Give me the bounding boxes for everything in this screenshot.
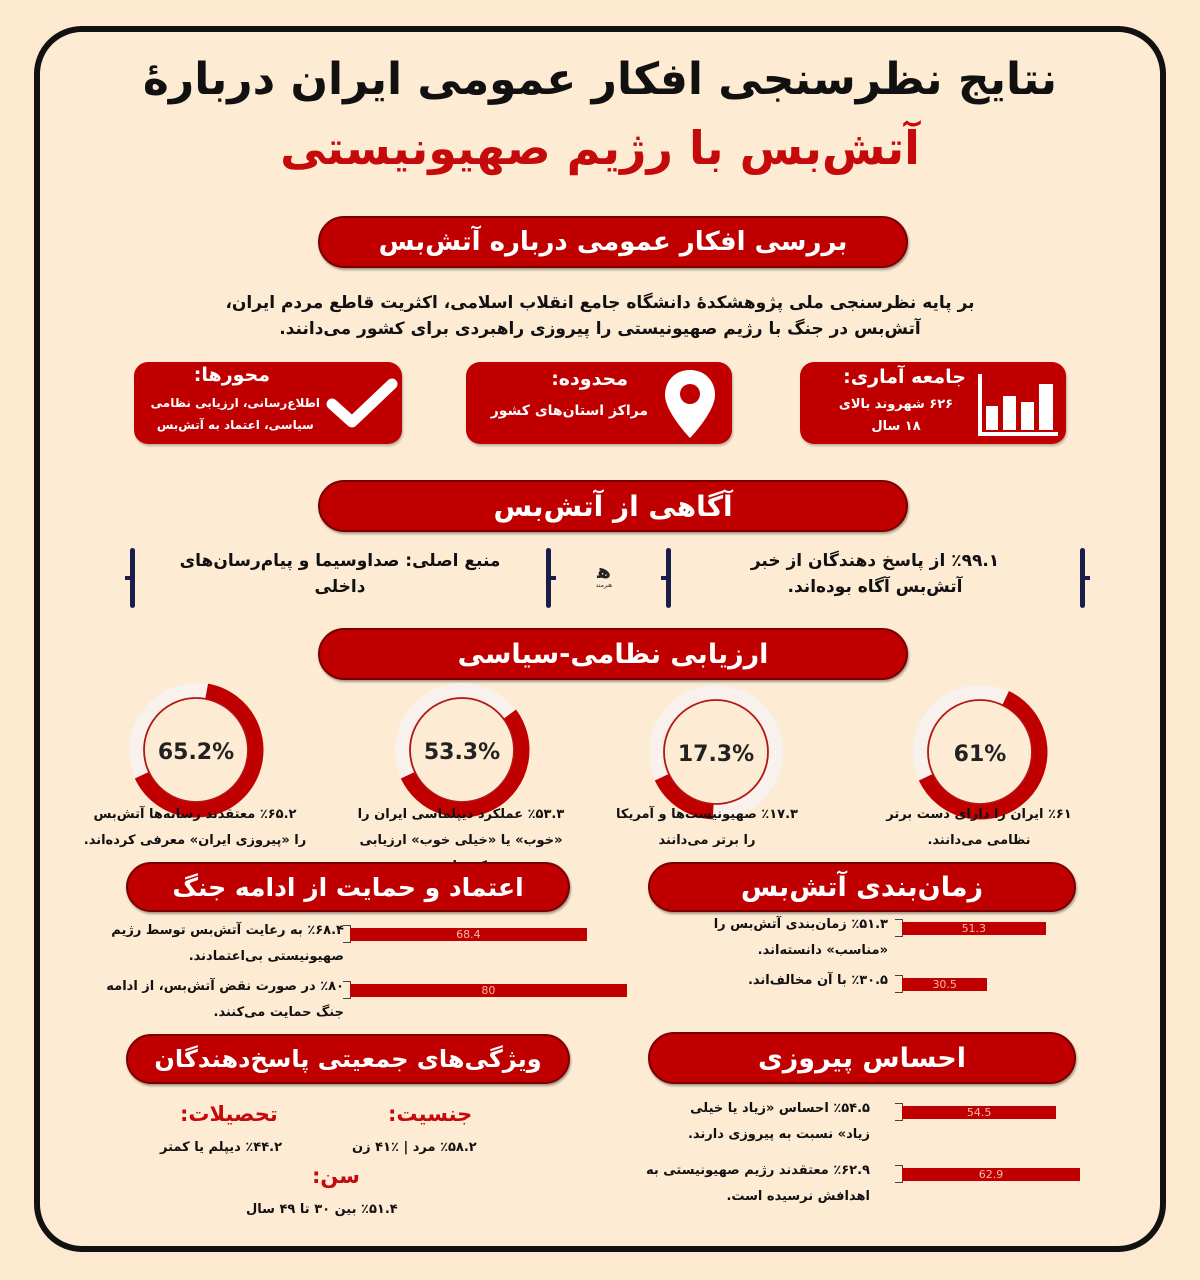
awareness-source-line-1: منبع اصلی: صداوسیما و پیام‌رسان‌های	[179, 551, 501, 571]
section-heading-awareness	[318, 480, 908, 532]
donut-caption	[80, 802, 310, 854]
bar-value-label: 30.5	[932, 978, 957, 991]
awareness-stat	[680, 548, 1070, 600]
section-heading-assessment-text: ارزیابی نظامی-سیاسی	[457, 638, 769, 670]
bar-label-line-2: صهیونیستی بی‌اعتمادند.	[188, 949, 344, 964]
bar-chart-icon	[976, 372, 1060, 440]
bar-label-line-2: «مناسب» دانسته‌اند.	[757, 943, 888, 958]
card-scope	[466, 362, 732, 444]
victory-bar-label	[610, 1158, 870, 1210]
donut-value-label: 53.3%	[423, 740, 501, 765]
gender-value: ٪۵۸.۲ مرد | ٪۴۱ زن	[352, 1140, 477, 1155]
intro-line-1: بر پایه نظرسنجی ملی پژوهشکدهٔ دانشگاه جامع انقلاب اسلامی، اکثریت قاطع مردم ایران،	[225, 293, 975, 313]
section-heading-timing	[648, 862, 1076, 912]
awareness-source-line-2: داخلی	[314, 577, 366, 597]
card-population-title: جامعه آماری:	[843, 366, 966, 388]
education-label: تحصیلات:	[180, 1102, 278, 1126]
brace-left-outer	[130, 548, 135, 608]
bar-value-label: 80	[481, 984, 496, 997]
bar-value-label: 62.9	[978, 1168, 1004, 1181]
card-axes	[134, 362, 402, 444]
donut-caption-line-1: ٪۶۱ ایران را دارای دست برتر	[886, 807, 1072, 822]
donut-caption-line-2: را برتر می‌دانند	[658, 833, 756, 848]
donut-value-label: 65.2%	[157, 740, 235, 765]
section-heading-victory-text: احساس پیروزی	[758, 1042, 967, 1074]
donut-chart	[905, 697, 1055, 807]
section-heading-overview	[318, 216, 908, 268]
section-heading-overview-text: بررسی افکار عمومی درباره آتش‌بس	[378, 227, 848, 257]
brand-logo-mark: ﻫ	[597, 559, 611, 583]
section-heading-demographics-text: ویژگی‌های جمعیتی پاسخ‌دهندگان	[154, 1045, 542, 1073]
bar-label-line-1: ٪۶۲.۹ معتقدند رژیم صهیونیستی به	[645, 1163, 870, 1178]
age-label: سن:	[312, 1164, 360, 1188]
timing-bar	[902, 978, 987, 991]
section-heading-assessment	[318, 628, 908, 680]
donut-caption-line-2: «خوب» یا «خیلی خوب» ارزیابی	[359, 833, 563, 848]
victory-bar	[902, 1168, 1080, 1181]
bar-value-label: 51.3	[961, 922, 987, 935]
bar-label-line-2: اهدافش نرسیده است.	[726, 1189, 870, 1204]
donut-caption-line-1: ٪۶۵.۲ معتقدند رسانه‌ها آتش‌بس	[93, 807, 297, 822]
donut-value-label: 61%	[953, 742, 1007, 767]
intro-text	[180, 290, 1020, 342]
main-subtitle: آتش‌بس با رژیم صهیونیستی	[280, 121, 920, 175]
card-axes-line-2: سیاسی، اعتماد به آتش‌بس	[156, 418, 314, 432]
brace-right-outer	[1080, 548, 1085, 608]
donut-caption	[864, 802, 1094, 854]
card-axes-line-1: اطلاع‌رسانی، ارزیابی نظامی	[150, 396, 320, 410]
section-heading-trust-text: اعتماد و حمایت از ادامه جنگ	[172, 872, 524, 902]
donut-caption-line-1: ٪۱۷.۳ صهیونیست‌ها و آمریکا	[616, 807, 798, 822]
section-heading-victory	[648, 1032, 1076, 1084]
section-heading-trust	[126, 862, 570, 912]
card-statistical-population	[800, 362, 1066, 444]
bar-label-line-1: ٪۳۰.۵ با آن مخالف‌اند.	[747, 973, 888, 988]
timing-bar	[902, 922, 1046, 935]
section-heading-timing-text: زمان‌بندی آتش‌بس	[740, 871, 984, 903]
education-value: ٪۴۴.۲ دیپلم یا کمتر	[160, 1140, 283, 1155]
donut-chart	[387, 695, 537, 805]
checkmark-icon	[324, 376, 400, 430]
bar-value-label: 68.4	[456, 928, 481, 941]
donut-value-label: 17.3%	[677, 742, 755, 767]
timing-bar-label	[648, 912, 888, 964]
donut-caption-line-2: نظامی می‌دانند.	[927, 833, 1031, 848]
card-population-body	[826, 394, 966, 438]
bar-label-line-2: جنگ حمایت می‌کنند.	[213, 1005, 344, 1020]
card-scope-body: مراکز استان‌های کشور	[490, 403, 648, 419]
gender-label: جنسیت:	[388, 1102, 473, 1126]
donut-caption-line-1: ٪۵۳.۳ عملکرد دیپلماسی ایران را	[357, 807, 565, 822]
trust-bar	[350, 984, 627, 997]
donut-caption-line-2: را «پیروزی ایران» معرفی کرده‌اند.	[83, 833, 307, 848]
age-value: ٪۵۱.۴ بین ۳۰ تا ۴۹ سال	[246, 1202, 398, 1217]
brand-logo-text: هنرمند	[595, 582, 613, 589]
card-scope-title: محدوده:	[551, 368, 628, 390]
donut-chart	[121, 695, 271, 805]
bar-value-label: 54.5	[966, 1106, 992, 1119]
brand-logo	[584, 560, 624, 589]
trust-bar	[350, 928, 587, 941]
victory-bar-label	[610, 1096, 870, 1148]
section-heading-awareness-text: آگاهی از آتش‌بس	[493, 489, 733, 523]
donut-chart	[641, 697, 791, 807]
awareness-source	[140, 548, 540, 600]
bar-label-line-1: ٪۸۰ در صورت نقض آتش‌بس، از ادامه	[106, 979, 344, 994]
location-pin-icon	[662, 368, 718, 440]
card-axes-body	[151, 392, 320, 436]
bar-label-line-1: ٪۵۱.۳ زمان‌بندی آتش‌بس را	[713, 917, 888, 932]
brace-right-inner	[666, 548, 671, 608]
trust-bar-label	[54, 918, 344, 970]
main-title: نتایج نظرسنجی افکار عمومی ایران دربارهٔ	[142, 54, 1058, 105]
bar-label-line-2: زیاد» نسبت به پیروزی دارند.	[687, 1127, 870, 1142]
trust-bar-label	[54, 974, 344, 1026]
section-heading-demographics	[126, 1034, 570, 1084]
card-population-line-2: ۱۸ سال	[871, 419, 921, 434]
donut-caption	[592, 802, 822, 854]
timing-bar-label	[648, 968, 888, 994]
bar-label-line-1: ٪۶۸.۴ به رعایت آتش‌بس توسط رژیم	[111, 923, 344, 938]
awareness-stat-line-1: ٪۹۹.۱ از پاسخ دهندگان از خبر	[750, 551, 1000, 571]
victory-bar	[902, 1106, 1056, 1119]
card-axes-title: محورها:	[193, 364, 270, 386]
intro-line-2: آتش‌بس در جنگ با رژیم صهیونیستی را پیروزی راهبردی برای کشور می‌دانند.	[279, 319, 921, 339]
bar-label-line-1: ٪۵۴.۵ احساس «زیاد یا خیلی	[690, 1101, 870, 1116]
card-population-line-1: ۶۲۶ شهروند بالای	[838, 397, 954, 412]
brace-left-inner	[546, 548, 551, 608]
awareness-stat-line-2: آتش‌بس آگاه بوده‌اند.	[787, 577, 963, 597]
